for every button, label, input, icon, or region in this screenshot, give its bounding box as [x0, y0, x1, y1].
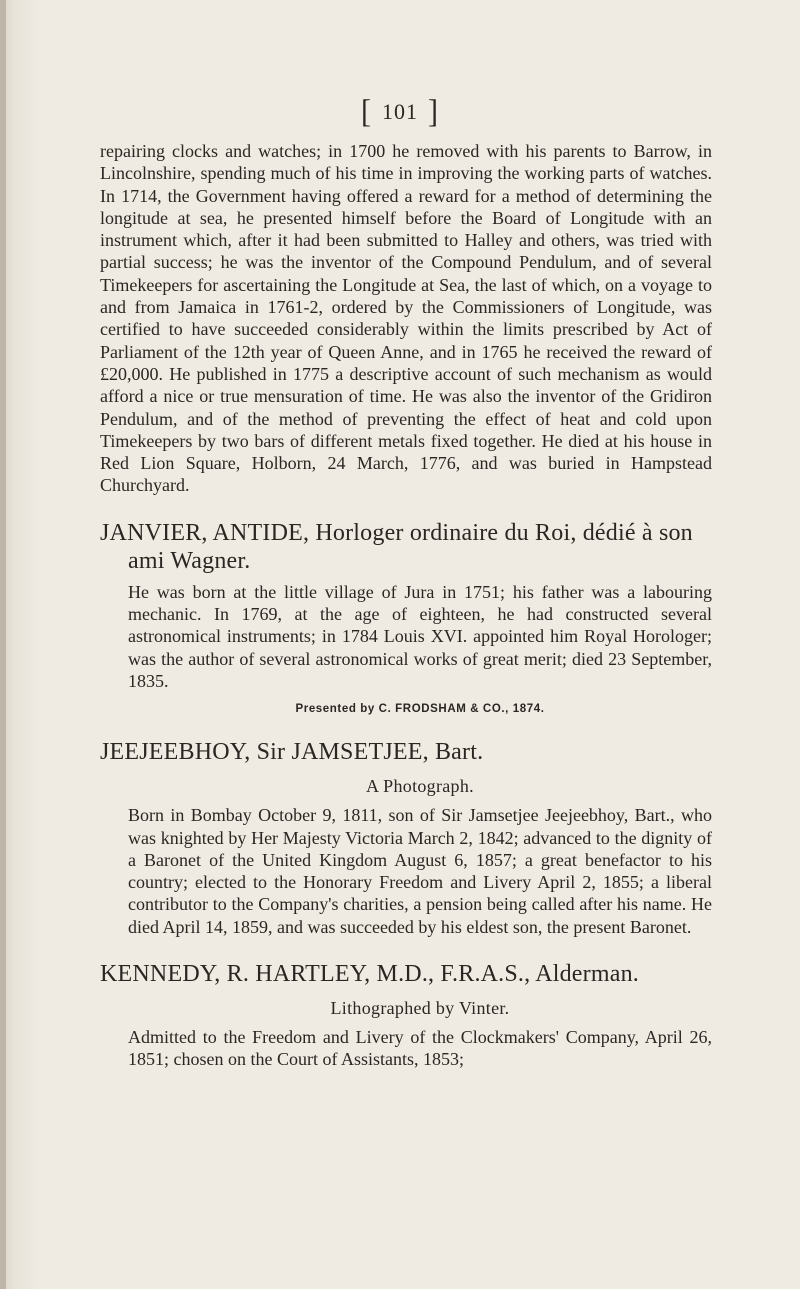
entry-heading: JANVIER, ANTIDE, Horloger ordinaire du Roi, dédié à son ami Wagner. [100, 519, 693, 574]
page-number-open-bracket: [ [361, 93, 372, 130]
entry-kennedy [100, 960, 712, 1071]
page-binding-edge [0, 0, 6, 1289]
presentation-credit: Presented by C. FRODSHAM & CO., 1874. [295, 703, 545, 716]
entry-description: He was born at the little village of Jura in 1751; his father was a labouring mechanic. In 1769, at the age of eighteen, he had constructed several astronomical instruments; in 1784 Louis XVI. appointed him Royal Horologer; was the author of several astronomical works of great merit; died 23 September, 1835. [128, 581, 712, 691]
page-number [0, 95, 800, 129]
entry-body [100, 774, 712, 938]
page-content [100, 140, 712, 1071]
entry-description: Born in Bombay October 9, 1811, son of Sir Jamsetjee Jeejeebhoy, Bart., who was knighted by Her Majesty Victoria March 2, 1842; advanced to the dignity of a Baronet of the United Kingdom August 6, 1857; a great benefactor to his country; elected to the Honorary Freedom and Livery April 2, 1855; a liberal contributor to the Company's charities, a pension being called after his name. He died April 14, 1859, and was succeeded by his eldest son, the present Baronet. [128, 805, 712, 937]
page-number-close-bracket: ] [428, 93, 439, 130]
entry-body [100, 581, 712, 716]
entry-jeejeebhoy [100, 738, 712, 938]
page-number-value: 101 [382, 99, 418, 124]
entry-janvier [100, 519, 712, 716]
entry-medium: Lithographed by Vinter. [330, 998, 510, 1019]
entry-body [100, 996, 712, 1071]
entry-heading: JEEJEEBHOY, Sir JAMSETJEE, Bart. [100, 739, 484, 766]
entry-description: Admitted to the Freedom and Livery of the Clockmakers' Company, April 26, 1851; chosen on the Court of Assistants, 1853; [128, 1027, 712, 1070]
entry-medium: A Photograph. [366, 776, 474, 797]
continuation-paragraph: repairing clocks and watches; in 1700 he removed with his parents to Barrow, in Lincolnshire, spending much of his time in improving the working parts of watches. In 1714, the Government having offered a reward for a method of determining the longitude at sea, he presented himself before the Board of Longitude with an instrument which, after it had been submitted to Halley and others, was tried with partial success; he was the inventor of the Compound Pendulum, and of several Timekeepers for ascertaining the Longitude at Sea, the last of which, on a voyage to and from Jamaica in 1761-2, ordered by the Commissioners of Longitude, was certified to have succeeded considerably within the limits prescribed by Act of Parliament of the 12th year of Queen Anne, and in 1765 he received the reward of £20,000. He published in 1775 a descriptive account of such mechanism as would afford a nice or true mensuration of time. He was also the inventor of the Gridiron Pendulum, and of the method of preventing the effect of heat and cold upon Timekeepers by two bars of different metals fixed together. He died at his house in Red Lion Square, Holborn, 24 March, 1776, and was buried in Hampstead Churchyard. [100, 141, 712, 496]
entry-heading: KENNEDY, R. HARTLEY, M.D., F.R.A.S., Alderman. [100, 961, 639, 988]
